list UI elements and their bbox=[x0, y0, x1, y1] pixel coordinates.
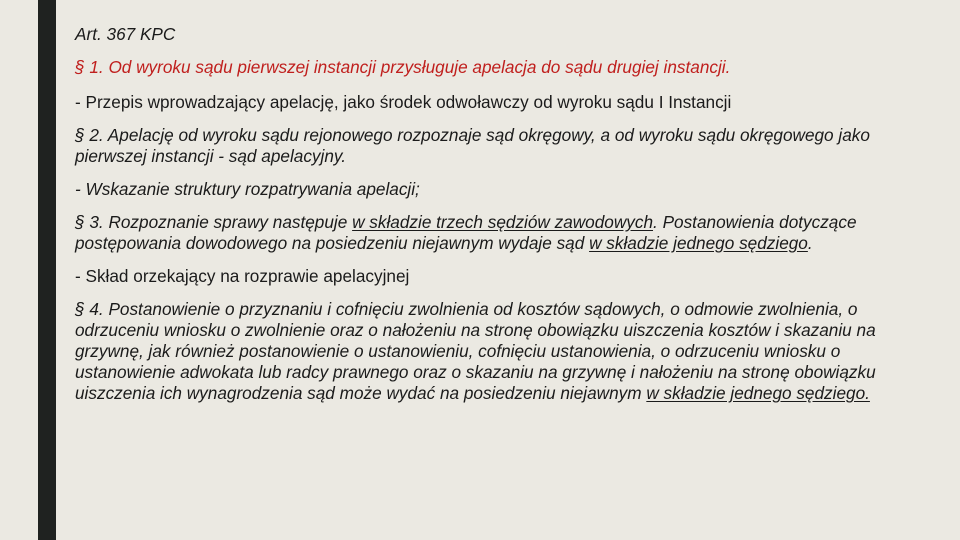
note-2: - Wskazanie struktury rozpatrywania apelacji; bbox=[75, 179, 420, 199]
paragraph-4-text-a: § 4. Postanowienie o przyznaniu i cofnięciu zwolnienia od kosztów sądowych, o odmowie zwolnienia, o odrzuceniu wniosku o zwolnienie oraz o nałożeniu na stronę obowiązku uiszczenia kosztów i skazaniu na grzywnę, jak również postanowienie o ustanowieniu, cofnięciu ustanowienia, o odrzuceniu wniosku o ustanowienie adwokata lub radcy prawnego oraz o skazaniu na grzywnę i nałożeniu na stronę obowiązku uiszczenia ich wynagrodzenia sąd może wydać na posiedzeniu niejawnym bbox=[75, 299, 876, 403]
left-accent-bar bbox=[38, 0, 56, 540]
paragraph-3-text-c: . bbox=[807, 233, 813, 253]
paragraph-3-text-a: § 3. Rozpoznanie sprawy następuje bbox=[75, 212, 353, 232]
note-1: - Przepis wprowadzający apelację, jako środek odwoławczy od wyroku sądu I Instancji bbox=[75, 92, 732, 112]
slide-content bbox=[75, 24, 945, 404]
paragraph-3-underline-1: w składzie trzech sędziów zawodowych bbox=[352, 212, 654, 232]
note-3: - Skład orzekający na rozprawie apelacyjnej bbox=[75, 266, 410, 286]
article-title: Art. 367 KPC bbox=[75, 24, 176, 44]
paragraph-2: § 2. Apelację od wyroku sądu rejonowego rozpoznaje sąd okręgowy, a od wyroku sądu okręgowego jako pierwszej instancji - sąd apelacyjny. bbox=[75, 125, 870, 166]
paragraph-4-underline-1: w składzie jednego sędziego. bbox=[646, 383, 870, 403]
paragraph-1: § 1. Od wyroku sądu pierwszej instancji przysługuje apelacja do sądu drugiej instancji. bbox=[75, 57, 731, 77]
paragraph-3 bbox=[75, 212, 945, 254]
paragraph-3-underline-2: w składzie jednego sędziego bbox=[589, 233, 808, 253]
paragraph-4 bbox=[75, 299, 945, 404]
paragraph-3-text-b: . Postanowienia dotyczące postępowania dowodowego na posiedzeniu niejawnym wydaje sąd bbox=[75, 212, 857, 253]
